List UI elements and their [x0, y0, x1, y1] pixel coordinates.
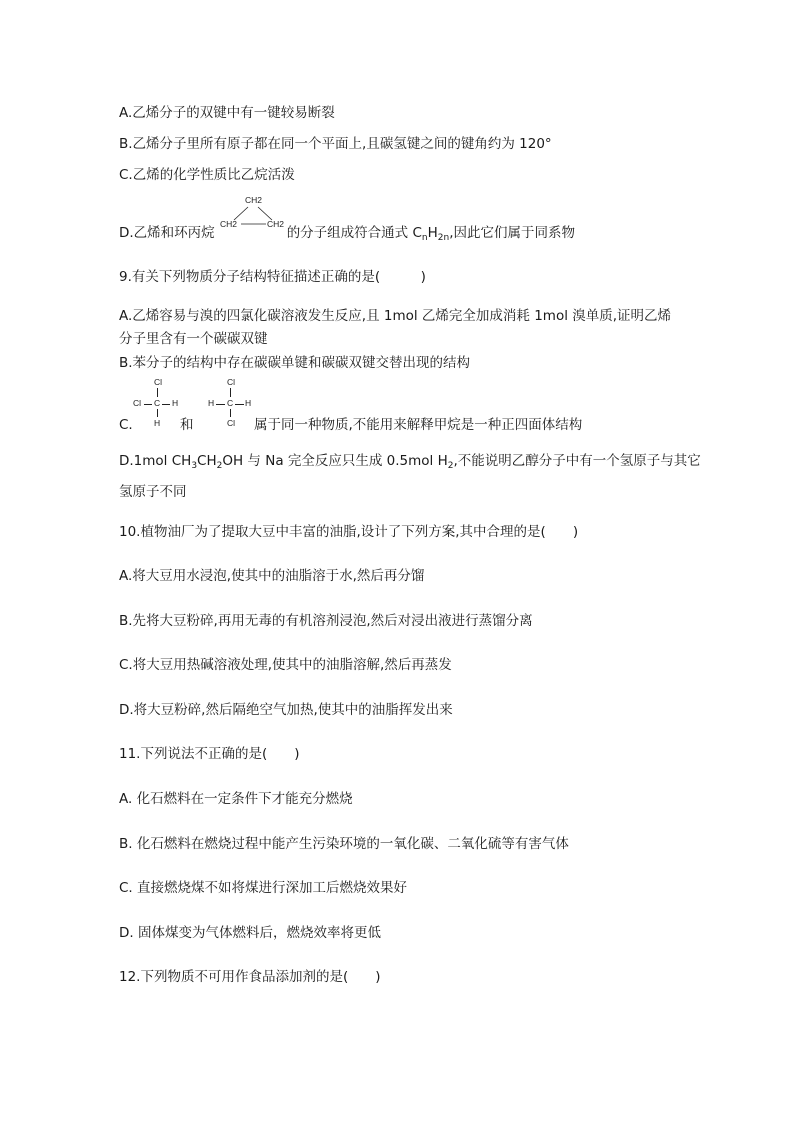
q12-stem: 12.下列物质不可用作食品添加剂的是( ) — [119, 969, 381, 985]
q9-d-ch: CH — [197, 453, 217, 469]
mol1-bond-bottom — [157, 409, 158, 417]
q9-option-a-line2: 分子里含有一个碳碳双键 — [119, 331, 268, 347]
q8-d-suffix: ,因此它们属于同系物 — [449, 225, 576, 241]
q9-option-c-label: C. — [119, 417, 133, 433]
q10-option-b: B.先将大豆粉碎,再用无毒的有机溶剂浸泡,然后对浸出液进行蒸馏分离 — [119, 613, 533, 629]
dichloromethane-structure-1 — [133, 377, 183, 429]
q11-stem: 11.下列说法不正确的是( ) — [119, 746, 300, 762]
q8-d-prefix: D.乙烯和环丙烷 — [119, 225, 215, 241]
q9-option-b: B.苯分子的结构中存在碳碳单键和碳碳双键交替出现的结构 — [119, 355, 471, 371]
q8-d-middle: 的分子组成符合通式 C — [286, 225, 422, 241]
q10-option-c: C.将大豆用热碱溶液处理,使其中的油脂溶解,然后再蒸发 — [119, 657, 452, 673]
q10-stem: 10.植物油厂为了提取大豆中丰富的油脂,设计了下列方案,其中合理的是( ) — [119, 524, 579, 540]
q8-d-sub-2n: 2n — [437, 233, 450, 243]
q9-option-c-and: 和 — [180, 417, 194, 433]
mol1-bond-left — [144, 404, 152, 405]
cyclopropane-right-ch2: CH2 — [267, 219, 285, 229]
q9-option-d-line2: 氢原子不同 — [119, 484, 187, 500]
q11-option-d: D. 固体煤变为气体燃料后，燃烧效率将更低 — [119, 925, 381, 941]
q10-option-d: D.将大豆粉碎,然后隔绝空气加热,使其中的油脂挥发出来 — [119, 702, 453, 718]
mol1-bottom: H — [154, 418, 161, 428]
mol2-bond-left — [216, 404, 225, 405]
q11-option-a: A. 化石燃料在一定条件下才能充分燃烧 — [119, 791, 353, 807]
q9-option-c-text: 属于同一种物质,不能用来解释甲烷是一种正四面体结构 — [254, 417, 583, 433]
mol1-left: Cl — [133, 398, 142, 408]
mol1-bond-right — [162, 404, 170, 405]
mol1-center: C — [154, 398, 161, 408]
q11-option-b: B. 化石燃料在燃烧过程中能产生污染环境的一氧化碳、二氧化硫等有害气体 — [119, 836, 569, 852]
q8-d-sub-n: n — [421, 233, 428, 243]
mol2-bottom: Cl — [227, 418, 236, 428]
q8-option-a: A.乙烯分子的双键中有一键较易断裂 — [119, 105, 335, 121]
q9-option-a-line1: A.乙烯容易与溴的四氯化碳溶液发生反应,且 1mol 乙烯完全加成消耗 1mol 溴单质,证明乙烯 — [119, 308, 672, 324]
mol2-left: H — [208, 398, 215, 408]
cyclopropane-left-ch2: CH2 — [220, 219, 238, 229]
dichloromethane-structure-2 — [208, 377, 258, 429]
q11-option-c: C. 直接燃烧煤不如将煤进行深加工后燃烧效果好 — [119, 880, 408, 896]
q9-d-part1: D.1mol CH — [119, 453, 192, 469]
q9-d-sub-h2: 2 — [447, 461, 454, 471]
q10-option-a: A.将大豆用水浸泡,使其中的油脂溶于水,然后再分馏 — [119, 568, 425, 584]
q9-d-sub3: 3 — [191, 461, 198, 471]
q8-option-b: B.乙烯分子里所有原子都在同一个平面上,且碳氢键之间的键角约为 120° — [119, 136, 552, 152]
mol1-right: H — [172, 398, 179, 408]
q9-d-part2: OH 与 Na 完全反应只生成 0.5mol H — [222, 453, 448, 469]
q9-d-part3: ,不能说明乙醇分子中有一个氢原子与其它 — [453, 453, 701, 469]
mol2-bond-top — [230, 388, 231, 397]
q8-d-h: H — [427, 225, 438, 241]
q9-d-sub2: 2 — [216, 461, 223, 471]
mol2-center: C — [227, 398, 234, 408]
mol1-top: Cl — [154, 377, 163, 387]
q9-stem: 9.有关下列物质分子结构特征描述正确的是( ) — [119, 269, 426, 285]
mol1-bond-top — [157, 388, 158, 397]
cyclopropane-top-ch2: CH2 — [245, 195, 263, 205]
q8-option-c: C.乙烯的化学性质比乙烷活泼 — [119, 167, 295, 183]
mol2-bond-bottom — [230, 409, 231, 417]
mol2-right: H — [245, 398, 252, 408]
mol2-top: Cl — [227, 377, 236, 387]
q9-option-d-line1 — [119, 452, 701, 470]
q8-option-d — [119, 224, 575, 242]
mol2-bond-right — [235, 404, 244, 405]
